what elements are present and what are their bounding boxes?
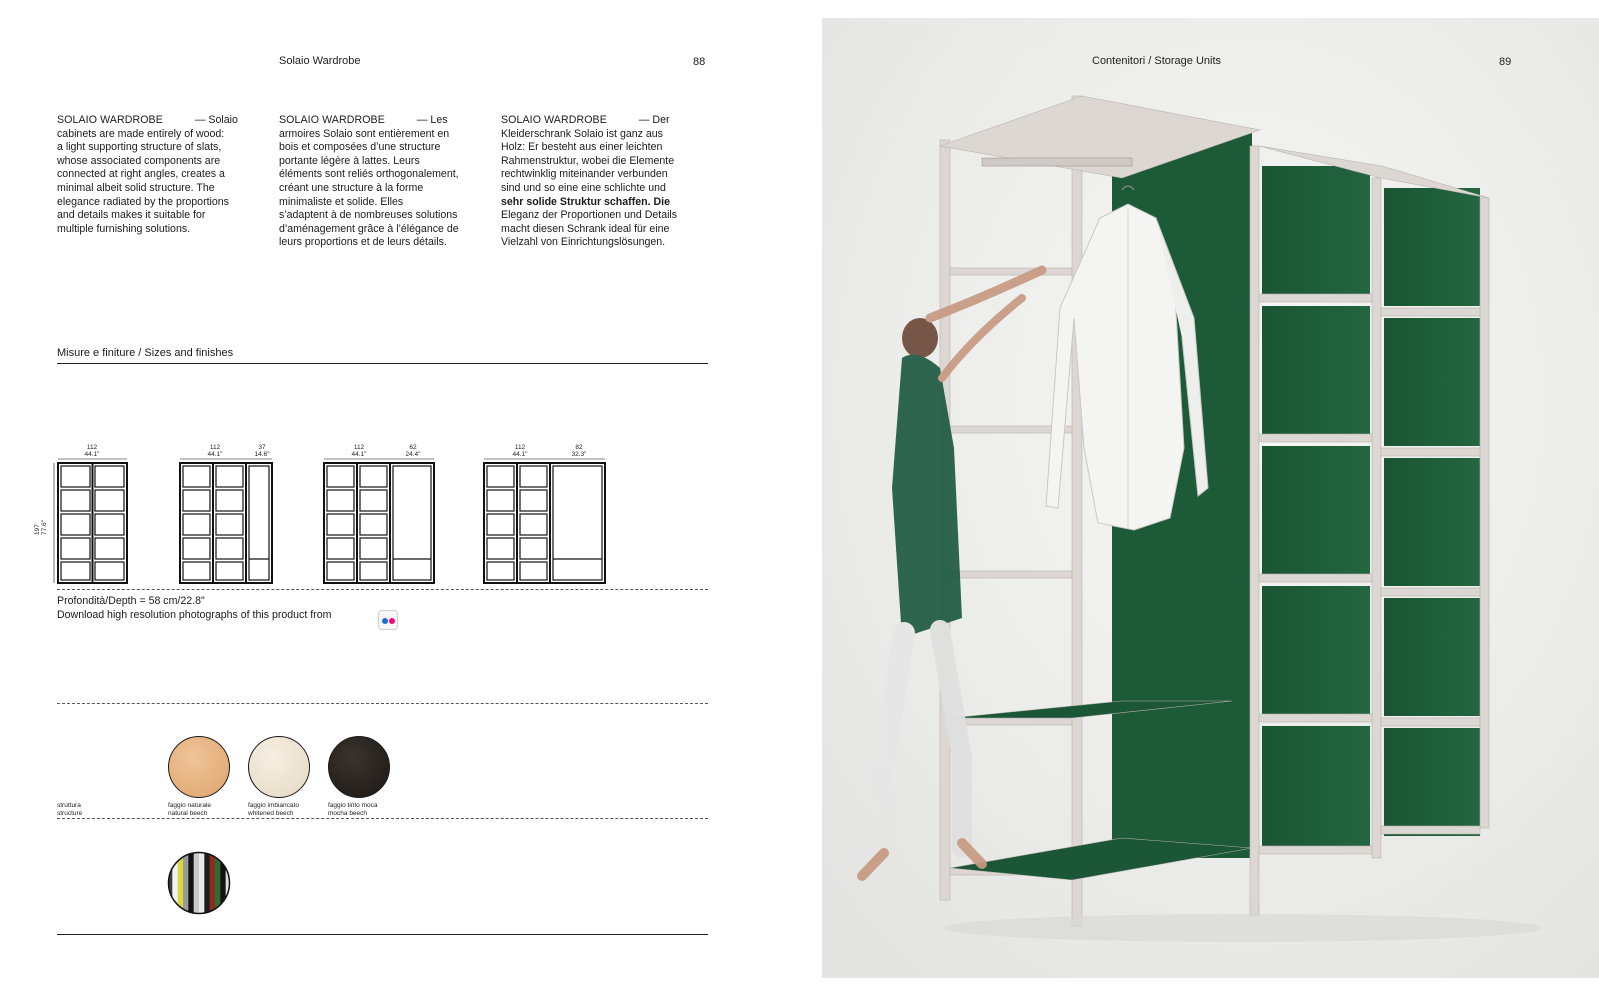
finishes-mid-rule	[57, 818, 708, 819]
column-line: rechtwinklig miteinander verbunden	[501, 168, 668, 181]
column-line: portante légère à lattes. Leurs	[279, 154, 420, 167]
panel-color-stripe	[188, 851, 194, 915]
column-line: Vielzahl von Einrichtungslösungen.	[501, 236, 666, 249]
column-heading: SOLAIO WARDROBE	[279, 114, 385, 126]
finishes-top-rule	[57, 703, 708, 704]
finish-label-it: faggio naturale	[168, 802, 212, 809]
column-line: a light supporting structure of slats,	[57, 141, 222, 154]
flickr-blue-dot	[382, 618, 388, 624]
column-line: bois et composées d’une structure	[279, 141, 441, 154]
column-line: minimaliste et solide. Elles	[279, 195, 404, 208]
wardrobe-photo	[822, 18, 1599, 978]
text-column-en	[57, 114, 257, 236]
finish-label-it: faggio tinto moca	[328, 802, 378, 809]
dim-cm: 62	[409, 444, 417, 451]
column-line: sind und so eine eine schlichte und	[501, 181, 666, 194]
column-line: d’aménagement grâce à l’élégance de	[279, 222, 459, 235]
column-lead-in: — Solaio	[194, 114, 238, 126]
column-line: créant une structure à la forme	[279, 181, 424, 194]
running-title-right: Contenitori / Storage Units	[1092, 55, 1222, 67]
height-in: 77.6"	[41, 520, 48, 535]
hanging-rail	[982, 158, 1132, 166]
height-cm: 197	[34, 524, 41, 535]
section-rule	[57, 363, 708, 364]
dim-cm: 112	[86, 444, 98, 451]
column-line: leurs proportions et de leurs détails.	[279, 236, 447, 249]
sizes-title: Misure e finiture / Sizes and finishes	[57, 347, 234, 359]
structure-label-it: struttura	[57, 802, 81, 809]
finish-label-en: natural beech	[168, 809, 208, 817]
panel-color-stripe	[199, 851, 205, 915]
column-line: éléments sont reliés orthogonalement,	[279, 168, 459, 181]
wardrobe-diagrams	[50, 455, 610, 590]
diagram-baseline-rule	[57, 589, 708, 590]
dim-in: 24.4"	[405, 451, 421, 458]
dim-in: 32.3"	[571, 451, 587, 458]
column-line: Rahmenstruktur, wobei die Elemente	[501, 154, 675, 167]
column-line: armoires Solaio sont entièrement en	[279, 127, 450, 140]
panel-color-stripe	[183, 851, 189, 915]
dim-cm: 112	[209, 444, 221, 451]
finish-label-it: faggio imbiancato	[248, 802, 299, 809]
column-line: whose associated components are	[57, 154, 221, 167]
panel-color-stripe	[204, 851, 210, 915]
column-lead-in: — Les	[416, 114, 448, 126]
swatch-natural-beech	[168, 736, 230, 798]
dim-in: 44.1"	[351, 451, 367, 458]
column-line: s’adaptent à de nombreuses solutions	[279, 209, 458, 222]
column-line: Eleganz der Proportionen und Details	[501, 209, 678, 222]
column-line: cabinets are made entirely of wood:	[57, 127, 225, 140]
panel-color-stripe	[172, 851, 178, 915]
column-first-line	[57, 114, 257, 128]
height-dimension	[34, 520, 48, 535]
bottom-rule	[57, 934, 708, 935]
panel-color-stripe	[220, 851, 226, 915]
column-line: connected at right angles, creates a	[57, 168, 225, 181]
wardrobe-config-3	[324, 463, 434, 583]
swatch-panel-colors	[167, 851, 231, 915]
right-page-photo	[822, 18, 1599, 978]
column-lead-in: — Der	[638, 114, 670, 126]
wardrobe-config-2	[180, 463, 272, 583]
column-line: macht diesen Schrank ideal für eine	[501, 222, 670, 235]
dim-cm: 82	[575, 444, 583, 451]
wardrobe-config-1	[58, 463, 127, 583]
column-line: Holz: Er besteht aus einer leichten	[501, 141, 663, 154]
finish-label	[248, 802, 299, 817]
finish-label-en: mocha beech	[328, 809, 368, 817]
column-heading: SOLAIO WARDROBE	[57, 114, 163, 126]
text-column-de	[501, 114, 701, 250]
dim-in: 44.1"	[512, 451, 528, 458]
dim-in: 14.6"	[254, 451, 270, 458]
flickr-pink-dot	[389, 618, 395, 624]
panel-color-stripe	[210, 851, 216, 915]
page-number-left: 88	[693, 56, 706, 68]
column-line: elegance radiated by the proportions	[57, 195, 229, 208]
column-first-line	[279, 114, 479, 128]
dim-cm: 112	[353, 444, 365, 451]
structure-label-en: structure	[57, 809, 83, 817]
dim-cm: 112	[514, 444, 526, 451]
column-line: Kleiderschrank Solaio ist ganz aus	[501, 127, 663, 140]
column-first-line	[501, 114, 701, 128]
panel-color-stripe	[194, 851, 200, 915]
depth-info	[57, 595, 331, 622]
download-line: Download high resolution photographs of this product from	[57, 608, 332, 621]
column-heading: SOLAIO WARDROBE	[501, 114, 607, 126]
dim-cm: 37	[258, 444, 266, 451]
column-line: minimal albeit solid structure. The	[57, 181, 215, 194]
swatch-mocha-beech	[328, 736, 390, 798]
flickr-icon[interactable]	[378, 610, 398, 630]
dim-in: 44.1"	[84, 451, 100, 458]
column-line: and details makes it suitable for	[57, 209, 206, 222]
finish-label	[328, 802, 378, 817]
finish-label-en: whitened beech	[248, 809, 294, 817]
text-column-fr	[279, 114, 479, 250]
page-number-right: 89	[1499, 56, 1512, 68]
depth-line: Profondità/Depth = 58 cm/22.8"	[57, 595, 205, 607]
running-title-left: Solaio Wardrobe	[279, 55, 361, 67]
dim-in: 44.1"	[207, 451, 223, 458]
column-line-bold: sehr solide Struktur schaffen. Die	[501, 195, 670, 208]
structure-label	[57, 802, 82, 817]
swatch-whitened-beech	[248, 736, 310, 798]
finish-label	[168, 802, 211, 817]
dimension-lines	[54, 459, 605, 583]
wardrobe-config-4	[484, 463, 605, 583]
column-line: multiple furnishing solutions.	[57, 222, 191, 235]
